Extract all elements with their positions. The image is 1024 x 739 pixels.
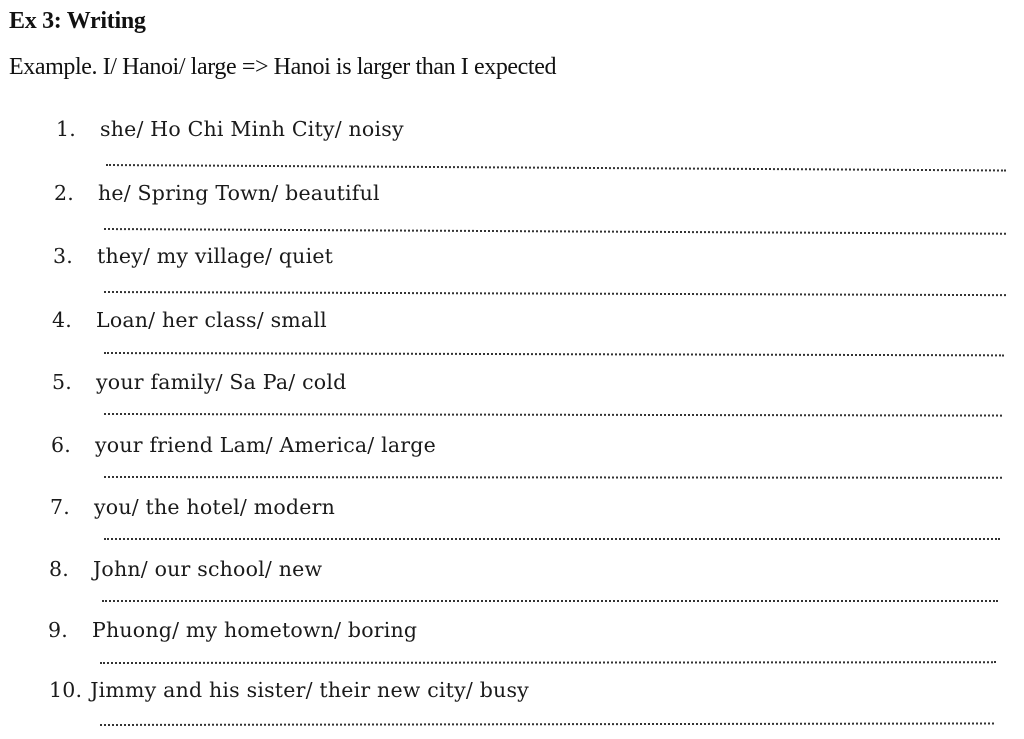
item-prompt: he/ Spring Town/ beautiful [98,181,380,205]
exercise-item [56,117,404,141]
answer-line[interactable] [104,476,1002,479]
item-prompt: your friend Lam/ America/ large [95,433,436,457]
answer-line[interactable] [104,228,1006,235]
item-number: 4. [52,308,72,332]
exercise-item [49,557,322,581]
item-number: 2. [54,181,74,205]
item-prompt: your family/ Sa Pa/ cold [96,370,347,394]
item-prompt: Phuong/ my hometown/ boring [92,618,418,642]
exercise-item [52,370,346,394]
item-prompt: you/ the hotel/ modern [94,495,335,519]
exercise-title: Ex 3: Writing [9,8,146,34]
answer-line[interactable] [104,538,1000,540]
answer-line[interactable] [102,600,998,602]
answer-line[interactable] [100,661,996,664]
item-number: 8. [49,557,69,581]
answer-line[interactable] [100,722,994,726]
item-number: 7. [50,495,70,519]
exercise-item [49,678,529,702]
answer-line[interactable] [104,352,1004,356]
example-sentence: Example. I/ Hanoi/ large => Hanoi is larger than I expected [9,54,557,80]
exercise-item [51,433,436,457]
item-prompt: they/ my village/ quiet [97,244,334,268]
item-number: 5. [52,370,72,394]
answer-line[interactable] [104,291,1006,296]
exercise-item [50,495,335,519]
answer-line[interactable] [104,413,1002,417]
item-prompt: she/ Ho Chi Minh City/ noisy [100,117,404,141]
item-prompt: Jimmy and his sister/ their new city/ busy [90,678,529,702]
exercise-item [54,181,380,205]
item-prompt: Loan/ her class/ small [96,308,327,332]
exercise-item [48,618,417,642]
item-number: 6. [51,433,71,457]
answer-line[interactable] [106,164,1006,171]
exercise-item [52,308,327,332]
item-number: 10. [49,678,83,702]
item-number: 3. [53,244,73,268]
item-number: 9. [48,618,68,642]
item-number: 1. [56,117,76,141]
item-prompt: John/ our school/ new [93,557,323,581]
exercise-item [53,244,333,268]
